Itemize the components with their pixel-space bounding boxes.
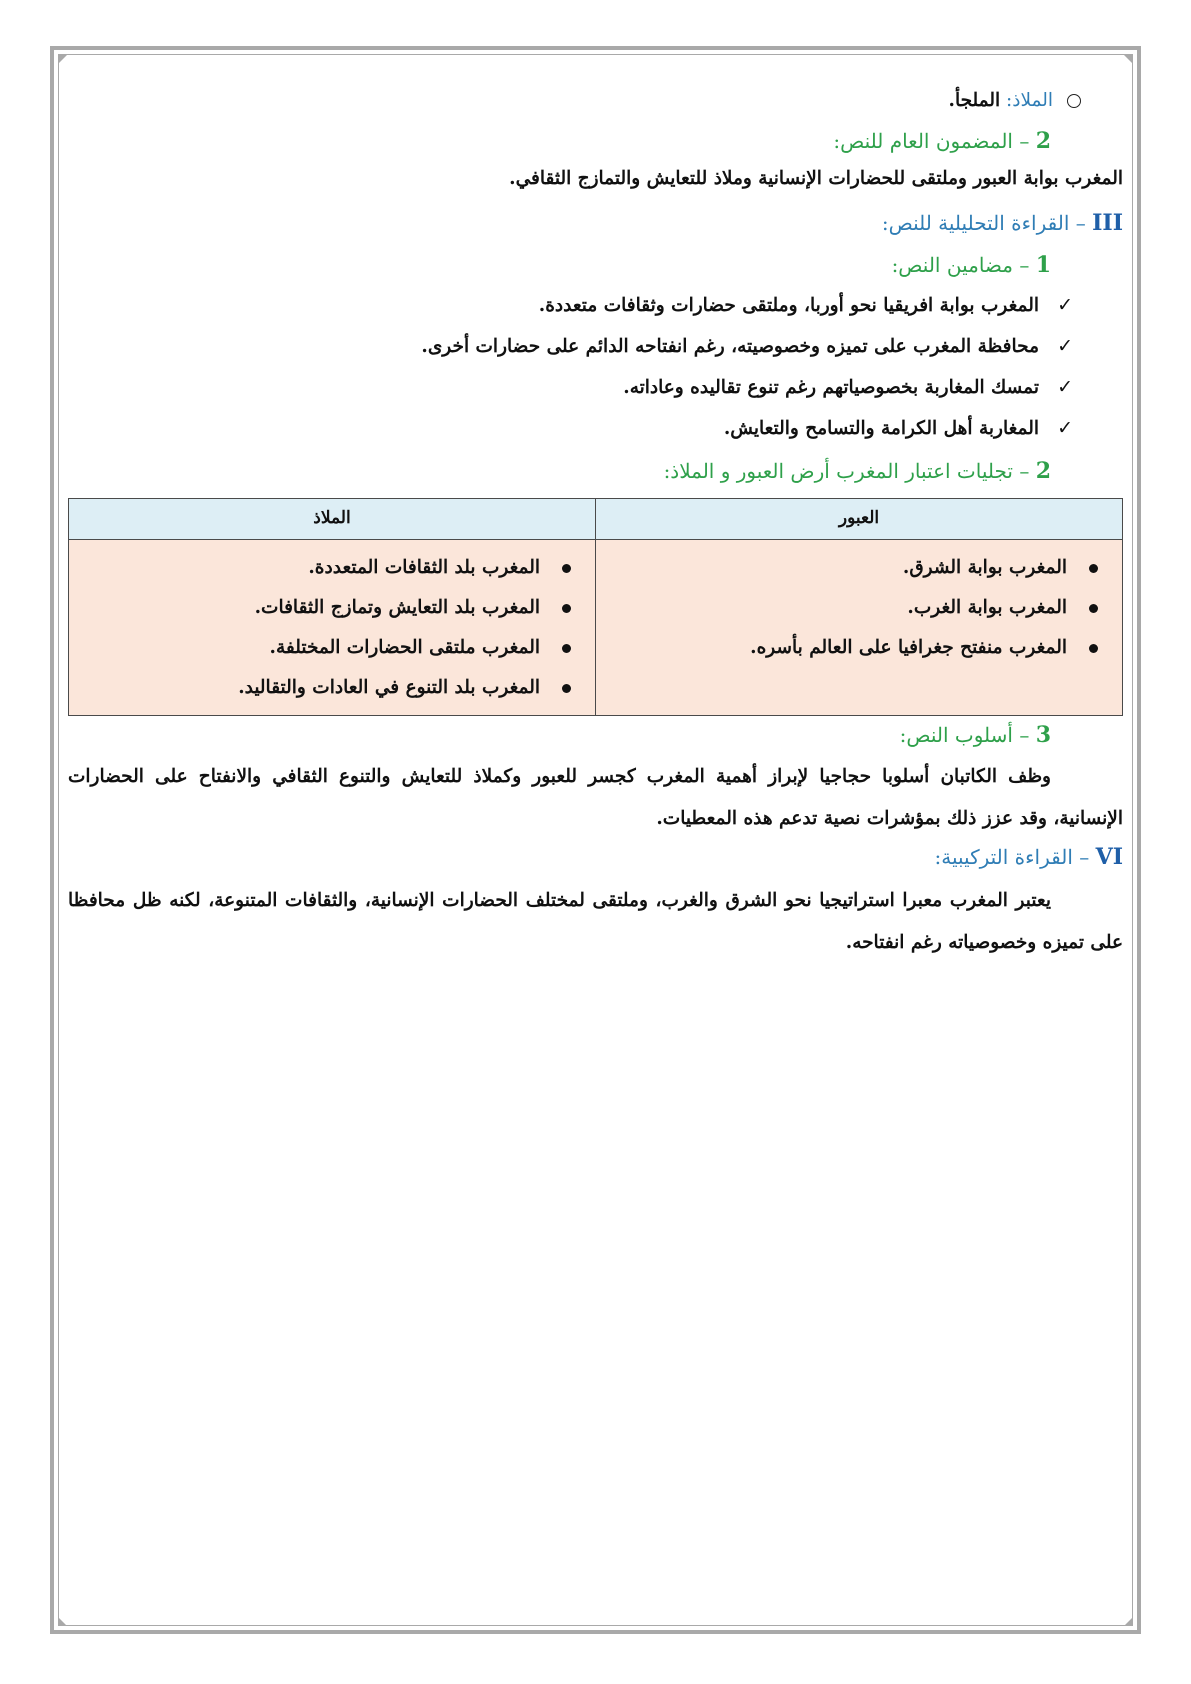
bullet-icon: [1089, 604, 1098, 613]
bullet-icon: [562, 684, 571, 693]
column-header-transit: العبور: [596, 499, 1123, 540]
transit-cell: [596, 540, 1123, 716]
corner-ornament: [58, 1617, 67, 1626]
section-heading-general-content: 2 – المضمون العام للنص:: [833, 128, 1051, 154]
corner-ornament: [1124, 55, 1133, 64]
section-heading-text-contents: 1 – مضامين النص:: [891, 252, 1051, 278]
table-list-item: المغرب بلد التعايش وتمازج الثقافات.: [85, 588, 579, 628]
table-list-item: المغرب بلد التنوع في العادات والتقاليد.: [85, 668, 579, 708]
bullet-icon: [1089, 644, 1098, 653]
refuge-cell: [69, 540, 596, 716]
bullet-icon: [562, 604, 571, 613]
list-item: ✓المغاربة أهل الكرامة والتسامح والتعايش.: [68, 415, 1123, 456]
check-icon: ✓: [1057, 294, 1073, 316]
table-list-item: المغرب بوابة الغرب.: [612, 588, 1106, 628]
list-item: ✓تمسك المغاربة بخصوصياتهم رغم تنوع تقاليده وعاداته.: [68, 374, 1123, 415]
table-list-item: المغرب منفتح جغرافيا على العالم بأسره.: [612, 628, 1106, 668]
synthesis-paragraph: يعتبر المغرب معبرا استراتيجيا نحو الشرق والغرب، وملتقى لمختلف الحضارات الإنسانية، والثقافات المتنوعة، لكنه ظل محافظا على تميزه وخصوصياته رغم انفتاحه.: [68, 890, 1123, 953]
check-icon: ✓: [1057, 376, 1073, 398]
corner-ornament: [1124, 1617, 1133, 1626]
section-heading-analytical-reading: III – القراءة التحليلية للنص:: [881, 210, 1123, 236]
list-item: ✓المغرب بوابة افريقيا نحو أوربا، وملتقى حضارات وثقافات متعددة.: [68, 292, 1123, 333]
check-icon: ✓: [1057, 335, 1073, 357]
section-heading-manifestations: 2 – تجليات اعتبار المغرب أرض العبور و الملاذ:: [663, 458, 1051, 484]
refuge-definition: الملاذ: الملجأ.: [68, 88, 1123, 126]
style-paragraph: وظف الكاتبان أسلوبا حجاجيا لإبراز أهمية المغرب كجسر للعبور وكملاذ للتعايش والتنوع الثقافي والانفتاح على الحضارات الإنسانية، وقد عزز ذلك بمؤشرات نصية تدعم هذه المعطيات.: [68, 766, 1123, 829]
bullet-icon: [562, 644, 571, 653]
bullet-icon: [1089, 564, 1098, 573]
document-body: [68, 88, 1123, 964]
term-value: الملجأ.: [948, 90, 1001, 111]
table-list-item: المغرب ملتقى الحضارات المختلفة.: [85, 628, 579, 668]
corner-ornament: [58, 55, 67, 64]
section-heading-synthesis: VI – القراءة التركيبية:: [934, 844, 1123, 870]
section-heading-text-style: 3 – أسلوب النص:: [899, 722, 1051, 748]
circle-bullet-icon: [1067, 94, 1081, 108]
table-list-item: المغرب بوابة الشرق.: [612, 548, 1106, 588]
check-icon: ✓: [1057, 417, 1073, 439]
list-item: ✓محافظة المغرب على تميزه وخصوصيته، رغم انفتاحه الدائم على حضارات أخرى.: [68, 333, 1123, 374]
bullet-icon: [562, 564, 571, 573]
column-header-refuge: الملاذ: [69, 499, 596, 540]
term-label: الملاذ: [1012, 90, 1053, 111]
general-content-paragraph: المغرب بوابة العبور وملتقى للحضارات الإنسانية وملاذ للتعايش والتمازج الثقافي.: [509, 168, 1123, 189]
table-list-item: المغرب بلد الثقافات المتعددة.: [85, 548, 579, 588]
transit-refuge-table: [68, 498, 1123, 716]
